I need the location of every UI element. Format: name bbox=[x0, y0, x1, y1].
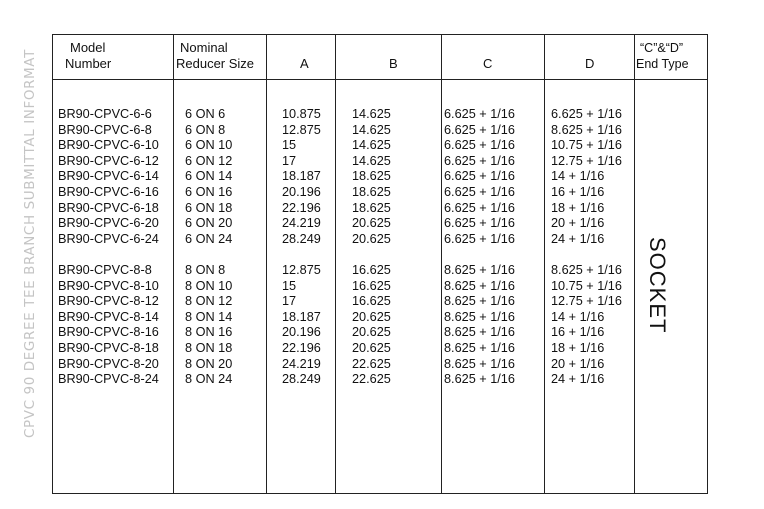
header-end-type: “C”&“D” End Type bbox=[636, 41, 689, 71]
table-cell-a: 22.196 bbox=[282, 340, 321, 355]
side-title-text: CPVC 90 DEGREE TEE BRANCH SUBMITTAL INFORMAT bbox=[22, 49, 38, 438]
table-cell-nominal: 8 ON 12 bbox=[185, 294, 233, 309]
table-cell-nominal: 8 ON 10 bbox=[185, 278, 233, 293]
table-cell-c: 6.625 + 1/16 bbox=[444, 200, 515, 215]
table-cell-model: BR90-CPVC-8-14 bbox=[58, 309, 159, 324]
table-cell-b: 20.625 bbox=[352, 309, 391, 324]
table-cell-a: 24.219 bbox=[282, 216, 321, 231]
table-cell-c: 8.625 + 1/16 bbox=[444, 294, 515, 309]
header-nominal-reducer-size: Nominal Reducer Size bbox=[176, 40, 255, 71]
table-cell-model: BR90-CPVC-8-12 bbox=[58, 294, 159, 309]
table-cell-c: 8.625 + 1/16 bbox=[444, 340, 515, 355]
table-cell-d: 24 + 1/16 bbox=[551, 372, 605, 387]
table-cell-d: 18 + 1/16 bbox=[551, 340, 605, 355]
header-a: A bbox=[300, 56, 309, 71]
table-cell-a: 15 bbox=[282, 278, 297, 293]
table-cell-d: 14 + 1/16 bbox=[551, 309, 605, 324]
column-divider bbox=[266, 35, 267, 493]
table-cell-model: BR90-CPVC-8-20 bbox=[58, 356, 159, 371]
group-spacer bbox=[185, 247, 232, 263]
header-c: C bbox=[483, 56, 493, 71]
table-cell-d: 12.75 + 1/16 bbox=[551, 294, 622, 309]
table-cell-model: BR90-CPVC-8-24 bbox=[58, 372, 159, 387]
table-cell-a: 10.875 bbox=[282, 107, 321, 121]
table-cell-c: 8.625 + 1/16 bbox=[444, 325, 515, 340]
table-cell-model: BR90-CPVC-6-12 bbox=[58, 153, 159, 168]
column-model bbox=[58, 107, 159, 388]
table-cell-model: BR90-CPVC-6-10 bbox=[58, 138, 159, 153]
table-cell-c: 8.625 + 1/16 bbox=[444, 278, 515, 293]
header-b: B bbox=[389, 56, 398, 71]
column-divider bbox=[335, 35, 336, 493]
end-type-socket: SOCKET bbox=[645, 237, 670, 334]
table-cell-nominal: 8 ON 16 bbox=[185, 325, 233, 340]
table-cell-a: 17 bbox=[282, 294, 297, 309]
table-cell-a: 12.875 bbox=[282, 122, 321, 137]
table-cell-d: 12.75 + 1/16 bbox=[551, 153, 622, 168]
table-cell-b: 14.625 bbox=[352, 107, 391, 121]
table-cell-b: 20.625 bbox=[352, 325, 391, 340]
table-cell-c: 8.625 + 1/16 bbox=[444, 262, 515, 277]
table-cell-c: 6.625 + 1/16 bbox=[444, 169, 515, 184]
group-spacer bbox=[58, 247, 159, 263]
group-spacer bbox=[352, 247, 391, 263]
table-cell-a: 18.187 bbox=[282, 169, 321, 184]
table-cell-a: 12.875 bbox=[282, 262, 321, 277]
column-divider bbox=[634, 35, 635, 493]
table-cell-c: 8.625 + 1/16 bbox=[444, 356, 515, 371]
table-cell-d: 8.625 + 1/16 bbox=[551, 262, 622, 277]
table-cell-b: 22.625 bbox=[352, 356, 391, 371]
table-cell-c: 6.625 + 1/16 bbox=[444, 122, 515, 137]
column-b bbox=[352, 107, 391, 388]
header-model: Model Number bbox=[65, 40, 112, 71]
table-cell-d: 10.75 + 1/16 bbox=[551, 278, 622, 293]
table-cell-b: 16.625 bbox=[352, 294, 391, 309]
table-cell-d: 16 + 1/16 bbox=[551, 325, 605, 340]
table-cell-b: 14.625 bbox=[352, 153, 391, 168]
table-cell-model: BR90-CPVC-6-16 bbox=[58, 184, 159, 199]
table-cell-c: 6.625 + 1/16 bbox=[444, 153, 515, 168]
column-divider bbox=[544, 35, 545, 493]
table-cell-b: 20.625 bbox=[352, 216, 391, 231]
table-cell-d: 20 + 1/16 bbox=[551, 216, 605, 231]
table-cell-model: BR90-CPVC-6-18 bbox=[58, 200, 159, 215]
column-nominal bbox=[185, 107, 232, 388]
table-cell-nominal: 6 ON 12 bbox=[185, 153, 233, 168]
table-cell-b: 14.625 bbox=[352, 138, 391, 153]
table-cell-model: BR90-CPVC-6-24 bbox=[58, 231, 159, 246]
column-divider bbox=[441, 35, 442, 493]
group-spacer bbox=[444, 247, 515, 263]
table-cell-b: 14.625 bbox=[352, 122, 391, 137]
table-cell-model: BR90-CPVC-6-14 bbox=[58, 169, 159, 184]
table-cell-c: 8.625 + 1/16 bbox=[444, 309, 515, 324]
table-cell-a: 18.187 bbox=[282, 309, 321, 324]
table-cell-nominal: 6 ON 20 bbox=[185, 216, 233, 231]
table-cell-nominal: 8 ON 14 bbox=[185, 309, 233, 324]
table-cell-b: 22.625 bbox=[352, 372, 391, 387]
column-c bbox=[444, 107, 515, 388]
table-cell-b: 18.625 bbox=[352, 169, 391, 184]
spec-table bbox=[52, 34, 708, 494]
table-cell-nominal: 6 ON 8 bbox=[185, 122, 226, 137]
table-cell-nominal: 6 ON 10 bbox=[185, 138, 233, 153]
column-d bbox=[551, 107, 622, 388]
table-cell-d: 10.75 + 1/16 bbox=[551, 138, 622, 153]
table-cell-nominal: 6 ON 6 bbox=[185, 107, 226, 121]
table-cell-nominal: 8 ON 8 bbox=[185, 262, 226, 277]
table-cell-a: 17 bbox=[282, 153, 297, 168]
column-a bbox=[282, 107, 321, 388]
table-cell-c: 6.625 + 1/16 bbox=[444, 231, 515, 246]
table-cell-d: 14 + 1/16 bbox=[551, 169, 605, 184]
table-cell-model: BR90-CPVC-8-10 bbox=[58, 278, 159, 293]
table-cell-c: 6.625 + 1/16 bbox=[444, 184, 515, 199]
table-cell-b: 20.625 bbox=[352, 231, 391, 246]
table-cell-d: 18 + 1/16 bbox=[551, 200, 605, 215]
table-cell-d: 20 + 1/16 bbox=[551, 356, 605, 371]
table-cell-a: 22.196 bbox=[282, 200, 321, 215]
table-cell-nominal: 8 ON 20 bbox=[185, 356, 233, 371]
table-cell-b: 16.625 bbox=[352, 262, 391, 277]
table-cell-nominal: 6 ON 16 bbox=[185, 184, 233, 199]
table-cell-a: 20.196 bbox=[282, 184, 321, 199]
table-cell-nominal: 6 ON 14 bbox=[185, 169, 233, 184]
table-cell-a: 28.249 bbox=[282, 372, 321, 387]
table-cell-c: 8.625 + 1/16 bbox=[444, 372, 515, 387]
table-cell-model: BR90-CPVC-6-8 bbox=[58, 122, 152, 137]
table-cell-b: 18.625 bbox=[352, 184, 391, 199]
table-cell-c: 6.625 + 1/16 bbox=[444, 107, 515, 121]
table-cell-model: BR90-CPVC-6-20 bbox=[58, 216, 159, 231]
table-cell-nominal: 8 ON 18 bbox=[185, 340, 233, 355]
table-cell-a: 20.196 bbox=[282, 325, 321, 340]
table-cell-d: 6.625 + 1/16 bbox=[551, 107, 622, 121]
group-spacer bbox=[551, 247, 622, 263]
table-cell-b: 16.625 bbox=[352, 278, 391, 293]
group-spacer bbox=[282, 247, 321, 263]
table-cell-nominal: 6 ON 24 bbox=[185, 231, 233, 246]
header-divider bbox=[53, 79, 707, 80]
table-cell-b: 18.625 bbox=[352, 200, 391, 215]
column-divider bbox=[173, 35, 174, 493]
table-cell-model: BR90-CPVC-8-18 bbox=[58, 340, 159, 355]
table-cell-model: BR90-CPVC-8-16 bbox=[58, 325, 159, 340]
table-cell-a: 28.249 bbox=[282, 231, 321, 246]
table-cell-d: 16 + 1/16 bbox=[551, 184, 605, 199]
table-cell-d: 8.625 + 1/16 bbox=[551, 122, 622, 137]
table-cell-c: 6.625 + 1/16 bbox=[444, 216, 515, 231]
table-cell-b: 20.625 bbox=[352, 340, 391, 355]
table-cell-c: 6.625 + 1/16 bbox=[444, 138, 515, 153]
table-cell-nominal: 6 ON 18 bbox=[185, 200, 233, 215]
table-cell-nominal: 8 ON 24 bbox=[185, 372, 233, 387]
table-cell-model: BR90-CPVC-8-8 bbox=[58, 262, 152, 277]
table-cell-model: BR90-CPVC-6-6 bbox=[58, 107, 152, 121]
header-d: D bbox=[585, 56, 595, 71]
table-cell-a: 24.219 bbox=[282, 356, 321, 371]
table-cell-a: 15 bbox=[282, 138, 297, 153]
table-cell-d: 24 + 1/16 bbox=[551, 231, 605, 246]
